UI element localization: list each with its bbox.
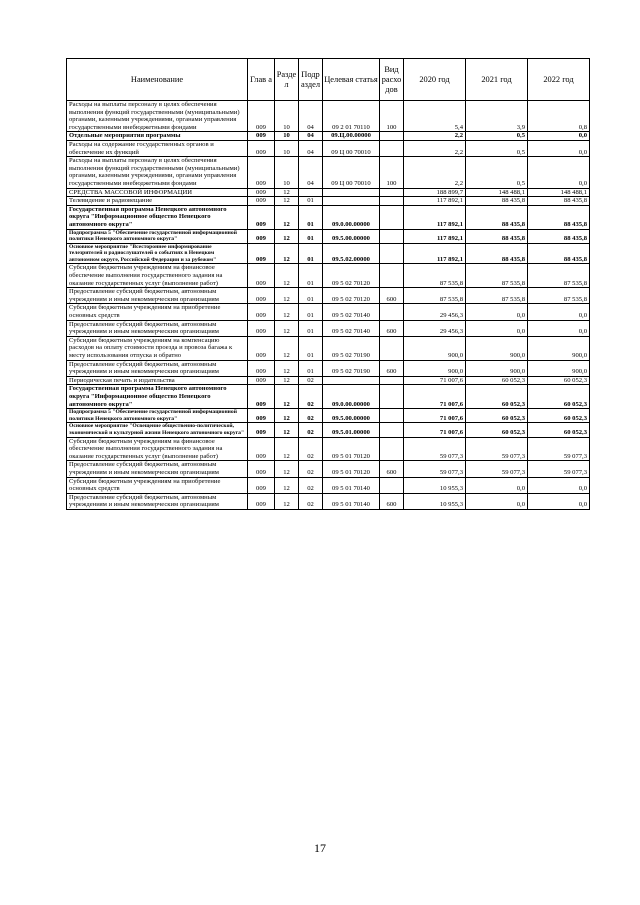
cell-glava: 009	[248, 437, 275, 461]
budget-table-sheet	[66, 58, 589, 510]
cell-2021: 60 052,3	[466, 423, 528, 437]
header-razdel: Разде л	[275, 59, 299, 101]
table-row	[67, 461, 590, 477]
cell-2020: 10 955,3	[404, 493, 466, 509]
cell-2021: 88 435,8	[466, 229, 528, 243]
cell-glava: 009	[248, 461, 275, 477]
cell-2020: 71 007,6	[404, 423, 466, 437]
cell-2021: 59 077,3	[466, 437, 528, 461]
cell-vid	[380, 376, 404, 385]
cell-2020: 29 456,3	[404, 320, 466, 336]
cell-target: 09 5 01 70140	[323, 477, 380, 493]
cell-2020: 188 899,7	[404, 188, 466, 197]
cell-2020: 59 077,3	[404, 461, 466, 477]
header-glava: Глав а	[248, 59, 275, 101]
cell-target: 09 5 02 70140	[323, 320, 380, 336]
cell-razdel: 12	[275, 461, 299, 477]
cell-2022: 60 052,3	[528, 423, 590, 437]
cell-2020: 2,2	[404, 157, 466, 188]
cell-name: Субсидии бюджетным учреждениям на финансовое обеспечение выполнения государственного задания на оказание государственных услуг (выполнение работ)	[67, 264, 248, 288]
cell-glava: 009	[248, 140, 275, 156]
table-row	[67, 376, 590, 385]
cell-2020: 117 892,1	[404, 229, 466, 243]
cell-2022: 59 077,3	[528, 461, 590, 477]
cell-vid	[380, 423, 404, 437]
cell-podrazdel: 01	[299, 205, 323, 229]
header-vid: Вид расхо дов	[380, 59, 404, 101]
cell-name: Расходы на выплаты персоналу в целях обеспечения выполнения функций государственными (муниципальными) органами, казенными учреждениями, органами управления государственными внебюджетными фондами	[67, 101, 248, 132]
cell-podrazdel: 01	[299, 229, 323, 243]
cell-vid	[380, 197, 404, 206]
cell-2021: 0,0	[466, 477, 528, 493]
cell-target: 09 5 01 70140	[323, 493, 380, 509]
cell-target: 09.5.00.00000	[323, 409, 380, 423]
cell-vid	[380, 336, 404, 360]
table-row	[67, 423, 590, 437]
cell-2022: 88 435,8	[528, 205, 590, 229]
cell-2021: 60 052,3	[466, 409, 528, 423]
cell-2022: 0,0	[528, 157, 590, 188]
cell-podrazdel: 02	[299, 477, 323, 493]
table-row	[67, 477, 590, 493]
cell-razdel: 12	[275, 385, 299, 409]
cell-name: Расходы на содержание государственных органов и обеспечение их функций	[67, 140, 248, 156]
cell-podrazdel: 01	[299, 304, 323, 320]
cell-glava: 009	[248, 197, 275, 206]
cell-razdel: 12	[275, 320, 299, 336]
cell-name: Предоставление субсидий бюджетным, автономным учреждениям и иным некоммерческим организациям	[67, 493, 248, 509]
cell-2022: 88 435,8	[528, 243, 590, 264]
cell-2020: 900,0	[404, 336, 466, 360]
cell-podrazdel: 02	[299, 461, 323, 477]
cell-2021: 0,5	[466, 140, 528, 156]
cell-razdel: 12	[275, 243, 299, 264]
cell-vid	[380, 132, 404, 141]
cell-vid	[380, 140, 404, 156]
cell-2022: 0,0	[528, 304, 590, 320]
cell-target	[323, 188, 380, 197]
cell-razdel: 12	[275, 264, 299, 288]
cell-target: 09 5 01 70120	[323, 437, 380, 461]
cell-target: 09 5 02 70190	[323, 360, 380, 376]
header-podrazdel: Подр аздел	[299, 59, 323, 101]
cell-podrazdel: 01	[299, 288, 323, 304]
header-2020: 2020 год	[404, 59, 466, 101]
cell-glava: 009	[248, 132, 275, 141]
cell-razdel: 10	[275, 157, 299, 188]
cell-2021: 60 052,3	[466, 376, 528, 385]
cell-2022: 60 052,3	[528, 409, 590, 423]
table-row	[67, 304, 590, 320]
cell-razdel: 12	[275, 360, 299, 376]
cell-razdel: 12	[275, 493, 299, 509]
cell-2020: 117 892,1	[404, 243, 466, 264]
table-row	[67, 197, 590, 206]
table-body	[67, 101, 590, 510]
cell-2021: 59 077,3	[466, 461, 528, 477]
cell-vid: 600	[380, 360, 404, 376]
cell-podrazdel: 02	[299, 385, 323, 409]
header-2022: 2022 год	[528, 59, 590, 101]
cell-2020: 2,2	[404, 132, 466, 141]
cell-podrazdel: 04	[299, 140, 323, 156]
cell-target: 09 5 01 70120	[323, 461, 380, 477]
header-2021: 2021 год	[466, 59, 528, 101]
cell-vid: 600	[380, 320, 404, 336]
cell-podrazdel: 04	[299, 101, 323, 132]
cell-name: Предоставление субсидий бюджетным, автономным учреждениям и иным некоммерческим организациям	[67, 360, 248, 376]
cell-target: 09.0.00.00000	[323, 205, 380, 229]
cell-target: 09.5.00.00000	[323, 229, 380, 243]
cell-vid	[380, 409, 404, 423]
table-row	[67, 243, 590, 264]
table-row	[67, 493, 590, 509]
table-row	[67, 385, 590, 409]
cell-target: 09 2 01 70110	[323, 101, 380, 132]
cell-2021: 60 052,3	[466, 385, 528, 409]
cell-name: Отдельные мероприятия программы	[67, 132, 248, 141]
cell-podrazdel: 01	[299, 197, 323, 206]
cell-target	[323, 197, 380, 206]
cell-glava: 009	[248, 477, 275, 493]
cell-target: 09 5 02 70120	[323, 288, 380, 304]
cell-glava: 009	[248, 157, 275, 188]
cell-target: 09 Ц 00 70010	[323, 157, 380, 188]
table-row	[67, 360, 590, 376]
cell-vid	[380, 205, 404, 229]
table-row	[67, 101, 590, 132]
cell-2020: 10 955,3	[404, 477, 466, 493]
cell-2022: 0,0	[528, 320, 590, 336]
cell-vid: 100	[380, 157, 404, 188]
table-header-row	[67, 59, 590, 101]
cell-2022: 0,0	[528, 140, 590, 156]
cell-glava: 009	[248, 360, 275, 376]
cell-vid: 100	[380, 101, 404, 132]
cell-name: Предоставление субсидий бюджетным, автономным учреждениям и иным некоммерческим организациям	[67, 288, 248, 304]
budget-table	[66, 58, 590, 510]
cell-razdel: 10	[275, 101, 299, 132]
cell-vid: 600	[380, 493, 404, 509]
cell-2022: 88 435,8	[528, 229, 590, 243]
cell-glava: 009	[248, 320, 275, 336]
cell-podrazdel: 04	[299, 157, 323, 188]
cell-razdel: 10	[275, 140, 299, 156]
cell-2021: 88 435,8	[466, 205, 528, 229]
cell-target: 09.0.00.00000	[323, 385, 380, 409]
cell-vid	[380, 437, 404, 461]
cell-2020: 900,0	[404, 360, 466, 376]
cell-2022: 900,0	[528, 360, 590, 376]
cell-2020: 71 007,6	[404, 409, 466, 423]
cell-2022: 87 535,8	[528, 288, 590, 304]
cell-target: 09 5 02 70190	[323, 336, 380, 360]
cell-vid	[380, 385, 404, 409]
cell-name: Субсидии бюджетным учреждениям на компенсацию расходов на оплату стоимости проезда и провоза багажа к месту использования отпуска и обратно	[67, 336, 248, 360]
cell-razdel: 12	[275, 336, 299, 360]
cell-target: 09 5 02 70140	[323, 304, 380, 320]
cell-2020: 5,4	[404, 101, 466, 132]
cell-podrazdel: 04	[299, 132, 323, 141]
cell-2022: 0,0	[528, 493, 590, 509]
cell-glava: 009	[248, 188, 275, 197]
cell-2022: 0,0	[528, 132, 590, 141]
cell-glava: 009	[248, 229, 275, 243]
cell-glava: 009	[248, 101, 275, 132]
cell-vid	[380, 243, 404, 264]
cell-podrazdel: 01	[299, 360, 323, 376]
cell-2021: 0,0	[466, 493, 528, 509]
cell-2021: 0,5	[466, 132, 528, 141]
cell-2022: 0,0	[528, 477, 590, 493]
table-row	[67, 188, 590, 197]
cell-name: Подпрограмма 5 "Обеспечение государственной информационной политики Ненецкого автономного округа"	[67, 409, 248, 423]
cell-vid	[380, 477, 404, 493]
header-target: Целевая статья	[323, 59, 380, 101]
cell-2020: 87 535,8	[404, 288, 466, 304]
cell-target: 09.5.01.00000	[323, 423, 380, 437]
cell-glava: 009	[248, 423, 275, 437]
cell-name: Предоставление субсидий бюджетным, автономным учреждениям и иным некоммерческим организациям	[67, 461, 248, 477]
cell-name: Субсидии бюджетным учреждениям на приобретение основных средств	[67, 477, 248, 493]
cell-2020: 29 456,3	[404, 304, 466, 320]
cell-podrazdel: 02	[299, 493, 323, 509]
cell-glava: 009	[248, 288, 275, 304]
cell-2021: 87 535,8	[466, 264, 528, 288]
table-row	[67, 229, 590, 243]
cell-podrazdel	[299, 188, 323, 197]
cell-2020: 59 077,3	[404, 437, 466, 461]
cell-target: 09.Ц.00.00000	[323, 132, 380, 141]
cell-2020: 2,2	[404, 140, 466, 156]
cell-razdel: 12	[275, 423, 299, 437]
cell-2021: 0,5	[466, 157, 528, 188]
cell-2022: 59 077,3	[528, 437, 590, 461]
cell-2020: 117 892,1	[404, 205, 466, 229]
cell-glava: 009	[248, 304, 275, 320]
cell-vid: 600	[380, 288, 404, 304]
table-row	[67, 264, 590, 288]
cell-2021: 0,0	[466, 320, 528, 336]
cell-glava: 009	[248, 376, 275, 385]
cell-name: Расходы на выплаты персоналу в целях обеспечения выполнения функций государственными (муниципальными) органами, казенными учреждениями, органами управления государственными внебюджетными фондами	[67, 157, 248, 188]
cell-2022: 0,8	[528, 101, 590, 132]
cell-name: Телевидение и радиовещание	[67, 197, 248, 206]
cell-2021: 3,9	[466, 101, 528, 132]
table-row	[67, 320, 590, 336]
cell-name: Государственная программа Ненецкого автономного округа "Информационное общество Ненецкого автономного округа"	[67, 205, 248, 229]
cell-vid	[380, 188, 404, 197]
table-row	[67, 409, 590, 423]
cell-vid	[380, 304, 404, 320]
cell-vid	[380, 264, 404, 288]
cell-razdel: 12	[275, 437, 299, 461]
cell-razdel: 12	[275, 477, 299, 493]
cell-razdel: 12	[275, 188, 299, 197]
cell-2022: 87 535,8	[528, 264, 590, 288]
cell-2020: 87 535,8	[404, 264, 466, 288]
cell-2021: 87 535,8	[466, 288, 528, 304]
cell-2021: 900,0	[466, 336, 528, 360]
cell-2021: 88 435,8	[466, 243, 528, 264]
cell-2022: 148 488,1	[528, 188, 590, 197]
table-row	[67, 132, 590, 141]
cell-glava: 009	[248, 243, 275, 264]
cell-2022: 60 052,3	[528, 376, 590, 385]
cell-glava: 009	[248, 336, 275, 360]
cell-razdel: 12	[275, 229, 299, 243]
cell-name: СРЕДСТВА МАССОВОЙ ИНФОРМАЦИИ	[67, 188, 248, 197]
cell-vid	[380, 229, 404, 243]
cell-2021: 0,0	[466, 304, 528, 320]
cell-vid: 600	[380, 461, 404, 477]
cell-razdel: 12	[275, 197, 299, 206]
cell-podrazdel: 01	[299, 320, 323, 336]
cell-2022: 88 435,8	[528, 197, 590, 206]
cell-name: Субсидии бюджетным учреждениям на финансовое обеспечение выполнения государственного задания на оказание государственных услуг (выполнение работ)	[67, 437, 248, 461]
cell-podrazdel: 02	[299, 376, 323, 385]
cell-2020: 117 892,1	[404, 197, 466, 206]
cell-2022: 60 052,3	[528, 385, 590, 409]
cell-2021: 900,0	[466, 360, 528, 376]
page-number: 17	[314, 841, 326, 855]
cell-name: Государственная программа Ненецкого автономного округа "Информационное общество Ненецкого автономного округа"	[67, 385, 248, 409]
cell-target	[323, 376, 380, 385]
cell-podrazdel: 01	[299, 336, 323, 360]
cell-glava: 009	[248, 493, 275, 509]
table-row	[67, 336, 590, 360]
cell-name: Субсидии бюджетным учреждениям на приобретение основных средств	[67, 304, 248, 320]
cell-2021: 88 435,8	[466, 197, 528, 206]
cell-2020: 71 007,6	[404, 376, 466, 385]
cell-razdel: 12	[275, 288, 299, 304]
cell-target: 09.5.02.00000	[323, 243, 380, 264]
cell-glava: 009	[248, 409, 275, 423]
cell-2022: 900,0	[528, 336, 590, 360]
cell-podrazdel: 02	[299, 409, 323, 423]
cell-podrazdel: 02	[299, 437, 323, 461]
cell-2020: 71 007,6	[404, 385, 466, 409]
table-row	[67, 140, 590, 156]
cell-2021: 148 488,1	[466, 188, 528, 197]
cell-name: Основное мероприятие "Всестороннее информирование телезрителей и радиослушателей о событиях в Ненецком автономном округе, Российской Федерации и за рубежом"	[67, 243, 248, 264]
header-name: Наименование	[67, 59, 248, 101]
cell-razdel: 10	[275, 132, 299, 141]
cell-name: Предоставление субсидий бюджетным, автономным учреждениям и иным некоммерческим организациям	[67, 320, 248, 336]
table-row	[67, 437, 590, 461]
cell-glava: 009	[248, 205, 275, 229]
cell-razdel: 12	[275, 376, 299, 385]
table-row	[67, 205, 590, 229]
table-row	[67, 157, 590, 188]
cell-razdel: 12	[275, 409, 299, 423]
cell-glava: 009	[248, 264, 275, 288]
cell-glava: 009	[248, 385, 275, 409]
cell-razdel: 12	[275, 205, 299, 229]
cell-name: Основное мероприятие "Освещение общественно-политической, экономической и культурной жизни Ненецкого автономного округа"	[67, 423, 248, 437]
table-row	[67, 288, 590, 304]
cell-target: 09 Ц 00 70010	[323, 140, 380, 156]
cell-podrazdel: 01	[299, 243, 323, 264]
cell-name: Подпрограмма 5 "Обеспечение государственной информационной политики Ненецкого автономного округа"	[67, 229, 248, 243]
cell-razdel: 12	[275, 304, 299, 320]
cell-podrazdel: 01	[299, 264, 323, 288]
cell-name: Периодическая печать и издательства	[67, 376, 248, 385]
cell-target: 09 5 02 70120	[323, 264, 380, 288]
cell-podrazdel: 02	[299, 423, 323, 437]
